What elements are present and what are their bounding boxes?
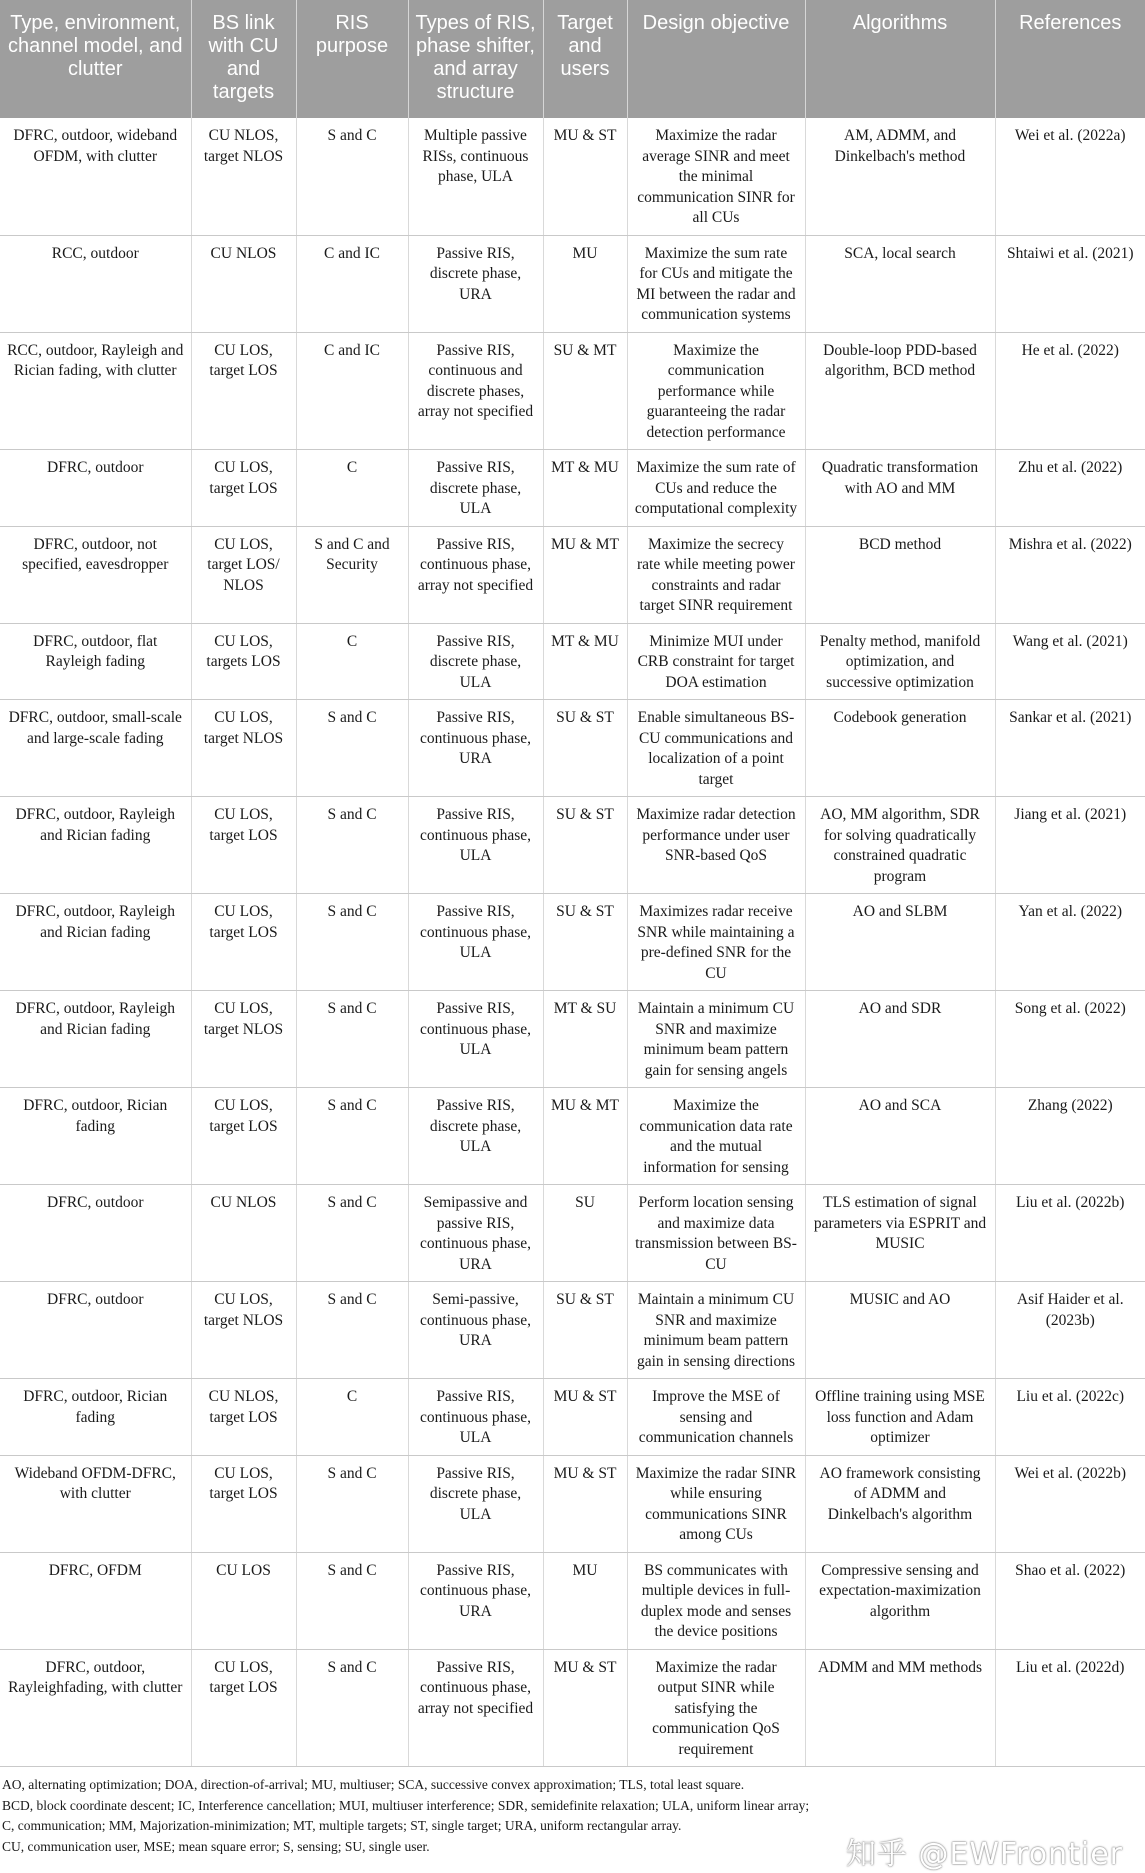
table-cell: Penalty method, manifold optimization, and successive optimization [805,623,995,700]
table-cell: CU LOS [191,1552,296,1649]
table-row [0,1185,1145,1282]
table-row [0,450,1145,527]
table-cell: Liu et al. (2022c) [995,1379,1145,1456]
table-cell: Passive RIS, continuous phase, URA [408,700,543,797]
table-cell: Passive RIS, continuous phase, array not specified [408,526,543,623]
table-cell: S and C [296,991,408,1088]
table-cell: Shao et al. (2022) [995,1552,1145,1649]
table-cell: Codebook generation [805,700,995,797]
table-row [0,1088,1145,1185]
table-cell: SU & ST [543,797,627,894]
table-cell: C [296,623,408,700]
table-cell: Passive RIS, continuous phase, ULA [408,991,543,1088]
table-cell: Sankar et al. (2021) [995,700,1145,797]
table-cell: S and C [296,1552,408,1649]
table-cell: Maximize the sum rate of CUs and reduce the computational complexity [627,450,805,527]
table-cell: S and C [296,1088,408,1185]
table-cell: Maximize the radar average SINR and meet the minimal communication SINR for all CUs [627,118,805,235]
footnote-line: CU, communication user, MSE; mean square error; S, sensing; SU, single user. [2,1838,430,1854]
table-cell: Maximize the secrecy rate while meeting power constraints and radar target SINR requirement [627,526,805,623]
footnote-line: AO, alternating optimization; DOA, direction-of-arrival; MU, multiuser; SCA, successive convex approximation; TLS, total least square. [2,1777,745,1792]
table-cell: He et al. (2022) [995,332,1145,450]
table-cell: SU & MT [543,332,627,450]
table-cell: S and C [296,1455,408,1552]
table-cell: AM, ADMM, and Dinkelbach's method [805,118,995,235]
table-cell: DFRC, outdoor, flat Rayleigh fading [0,623,191,700]
table-cell: C and IC [296,235,408,332]
table-cell: S and C [296,894,408,991]
table-cell: CU LOS, target LOS [191,332,296,450]
table-cell: ADMM and MM methods [805,1649,995,1767]
table-cell: CU LOS, target LOS [191,797,296,894]
table-cell: Passive RIS, continuous phase, ULA [408,797,543,894]
table-cell: Mishra et al. (2022) [995,526,1145,623]
table-cell: BS communicates with multiple devices in full-duplex mode and senses the device positions [627,1552,805,1649]
table-cell: RCC, outdoor [0,235,191,332]
table-cell: CU LOS, target NLOS [191,991,296,1088]
table-cell: AO, MM algorithm, SDR for solving quadratically constrained quadratic program [805,797,995,894]
table-cell: Jiang et al. (2021) [995,797,1145,894]
table-cell: Enable simultaneous BS-CU communications and localization of a point target [627,700,805,797]
column-header: Types of RIS, phase shifter, and array structure [408,0,543,118]
table-cell: DFRC, outdoor [0,1185,191,1282]
table-cell: Double-loop PDD-based algorithm, BCD method [805,332,995,450]
table-cell: Minimize MUI under CRB constraint for target DOA estimation [627,623,805,700]
column-header: BS link with CU and targets [191,0,296,118]
table-cell: SU [543,1185,627,1282]
table-cell: MU [543,1552,627,1649]
table-row [0,235,1145,332]
table-cell: TLS estimation of signal parameters via ESPRIT and MUSIC [805,1185,995,1282]
table-cell: CU LOS, target NLOS [191,700,296,797]
table-cell: MU & ST [543,1379,627,1456]
table-cell: CU NLOS, target LOS [191,1379,296,1456]
column-header: Type, environment, channel model, and clutter [0,0,191,118]
table-cell: CU NLOS [191,235,296,332]
table-cell: Song et al. (2022) [995,991,1145,1088]
table-row [0,894,1145,991]
table-cell: MU & MT [543,1088,627,1185]
table-cell: Wideband OFDM-DFRC, with clutter [0,1455,191,1552]
table-row [0,700,1145,797]
table-row [0,991,1145,1088]
table-row [0,118,1145,235]
table-cell: C and IC [296,332,408,450]
table-cell: RCC, outdoor, Rayleigh and Rician fading, with clutter [0,332,191,450]
table-cell: MT & MU [543,623,627,700]
table-cell: DFRC, outdoor, Rician fading [0,1379,191,1456]
table-cell: SU & ST [543,1282,627,1379]
table-cell: C [296,450,408,527]
table-cell: Maximize the sum rate for CUs and mitigate the MI between the radar and communication systems [627,235,805,332]
table-cell: MU [543,235,627,332]
table-cell: Wei et al. (2022a) [995,118,1145,235]
table-cell: Maximizes radar receive SNR while maintaining a pre-defined SNR for the CU [627,894,805,991]
table-row [0,1379,1145,1456]
table-row [0,797,1145,894]
table-row [0,1455,1145,1552]
table-cell: Maximize radar detection performance under user SNR-based QoS [627,797,805,894]
table-row [0,1649,1145,1767]
table-row [0,332,1145,450]
table-cell: Wang et al. (2021) [995,623,1145,700]
table-cell: CU LOS, target LOS [191,1649,296,1767]
table-cell: CU LOS, target LOS [191,1088,296,1185]
table-cell: S and C [296,797,408,894]
table-cell: Passive RIS, continuous phase, ULA [408,894,543,991]
table-cell: Multiple passive RISs, continuous phase, ULA [408,118,543,235]
table-cell: CU LOS, target LOS/ NLOS [191,526,296,623]
table-cell: Wei et al. (2022b) [995,1455,1145,1552]
table-cell: DFRC, outdoor [0,450,191,527]
table-cell: CU LOS, target LOS [191,1455,296,1552]
table-cell: SU & ST [543,894,627,991]
column-header: RIS purpose [296,0,408,118]
table-cell: DFRC, outdoor, Rayleigh and Rician fading [0,797,191,894]
table-row [0,623,1145,700]
table-cell: Passive RIS, discrete phase, ULA [408,1455,543,1552]
table-cell: Maintain a minimum CU SNR and maximize minimum beam pattern gain in sensing directions [627,1282,805,1379]
table-cell: DFRC, outdoor, Rayleigh and Rician fading [0,894,191,991]
table-cell: DFRC, outdoor, Rayleighfading, with clutter [0,1649,191,1767]
footnote-line: BCD, block coordinate descent; IC, Interference cancellation; MUI, multiuser interference; SDR, semidefinite relaxation; ULA, uniform linear array; [2,1797,810,1813]
table-cell: Passive RIS, discrete phase, ULA [408,450,543,527]
table-body [0,118,1145,1767]
table-cell: S and C [296,1649,408,1767]
table-cell: Improve the MSE of sensing and communication channels [627,1379,805,1456]
table-cell: AO and SCA [805,1088,995,1185]
table-cell: Perform location sensing and maximize data transmission between BS-CU [627,1185,805,1282]
table-cell: Asif Haider et al. (2023b) [995,1282,1145,1379]
table-cell: Passive RIS, discrete phase, ULA [408,623,543,700]
watermark-text: 知乎 @EWFrontier [845,1837,1123,1872]
table-cell: CU LOS, target NLOS [191,1282,296,1379]
column-header: Target and users [543,0,627,118]
table-cell: MU & ST [543,1649,627,1767]
table-cell: Compressive sensing and expectation-maximization algorithm [805,1552,995,1649]
table-cell: DFRC, outdoor, Rayleigh and Rician fading [0,991,191,1088]
table-cell: CU LOS, target LOS [191,894,296,991]
table-cell: AO framework consisting of ADMM and Dinkelbach's algorithm [805,1455,995,1552]
table-cell: MT & SU [543,991,627,1088]
table-cell: AO and SLBM [805,894,995,991]
table-cell: Maximize the communication performance while guaranteeing the radar detection performance [627,332,805,450]
column-header: Design objective [627,0,805,118]
table-cell: Maintain a minimum CU SNR and maximize minimum beam pattern gain for sensing angels [627,991,805,1088]
table-cell: DFRC, outdoor, small-scale and large-scale fading [0,700,191,797]
table-cell: Passive RIS, discrete phase, URA [408,235,543,332]
table-cell: Zhu et al. (2022) [995,450,1145,527]
column-header: Algorithms [805,0,995,118]
table-cell: S and C [296,1185,408,1282]
table-cell: CU LOS, targets LOS [191,623,296,700]
table-cell: BCD method [805,526,995,623]
table-header-row [0,0,1145,118]
table-cell: Maximize the radar SINR while ensuring communications SINR among CUs [627,1455,805,1552]
table-cell: SCA, local search [805,235,995,332]
table-row [0,1552,1145,1649]
table-cell: S and C [296,1282,408,1379]
table-cell: MU & MT [543,526,627,623]
table-cell: S and C [296,118,408,235]
table-cell: DFRC, OFDM [0,1552,191,1649]
table-cell: MUSIC and AO [805,1282,995,1379]
table-cell: C [296,1379,408,1456]
table-cell: Semi-passive, continuous phase, URA [408,1282,543,1379]
table-cell: Passive RIS, discrete phase, ULA [408,1088,543,1185]
table-cell: Zhang (2022) [995,1088,1145,1185]
footnote-line: C, communication; MM, Majorization-minimization; MT, multiple targets; ST, single target; URA, uniform rectangular array. [2,1818,682,1833]
table-cell: Liu et al. (2022b) [995,1185,1145,1282]
table-cell: MT & MU [543,450,627,527]
table-cell: SU & ST [543,700,627,797]
table-cell: Yan et al. (2022) [995,894,1145,991]
table-cell: CU NLOS [191,1185,296,1282]
table-row [0,526,1145,623]
table-cell: S and C [296,700,408,797]
table-cell: Passive RIS, continuous phase, array not specified [408,1649,543,1767]
table-cell: S and C and Security [296,526,408,623]
table-row [0,1282,1145,1379]
table-cell: Passive RIS, continuous phase, URA [408,1552,543,1649]
table-cell: MU & ST [543,1455,627,1552]
table-cell: Semipassive and passive RIS, continuous phase, URA [408,1185,543,1282]
table-cell: Passive RIS, continuous and discrete phases, array not specified [408,332,543,450]
table-cell: Offline training using MSE loss function and Adam optimizer [805,1379,995,1456]
table-cell: Shtaiwi et al. (2021) [995,235,1145,332]
column-header: References [995,0,1145,118]
table-cell: CU LOS, target LOS [191,450,296,527]
table-cell: DFRC, outdoor, Rician fading [0,1088,191,1185]
table-cell: Maximize the communication data rate and the mutual information for sensing [627,1088,805,1185]
table-cell: DFRC, outdoor, wideband OFDM, with clutter [0,118,191,235]
table-cell: DFRC, outdoor, not specified, eavesdropper [0,526,191,623]
table-cell: MU & ST [543,118,627,235]
table-cell: CU NLOS, target NLOS [191,118,296,235]
table-cell: DFRC, outdoor [0,1282,191,1379]
table-cell: Liu et al. (2022d) [995,1649,1145,1767]
table-cell: Quadratic transformation with AO and MM [805,450,995,527]
table-cell: AO and SDR [805,991,995,1088]
table-cell: Maximize the radar output SINR while satisfying the communication QoS requirement [627,1649,805,1767]
table-cell: Passive RIS, continuous phase, ULA [408,1379,543,1456]
